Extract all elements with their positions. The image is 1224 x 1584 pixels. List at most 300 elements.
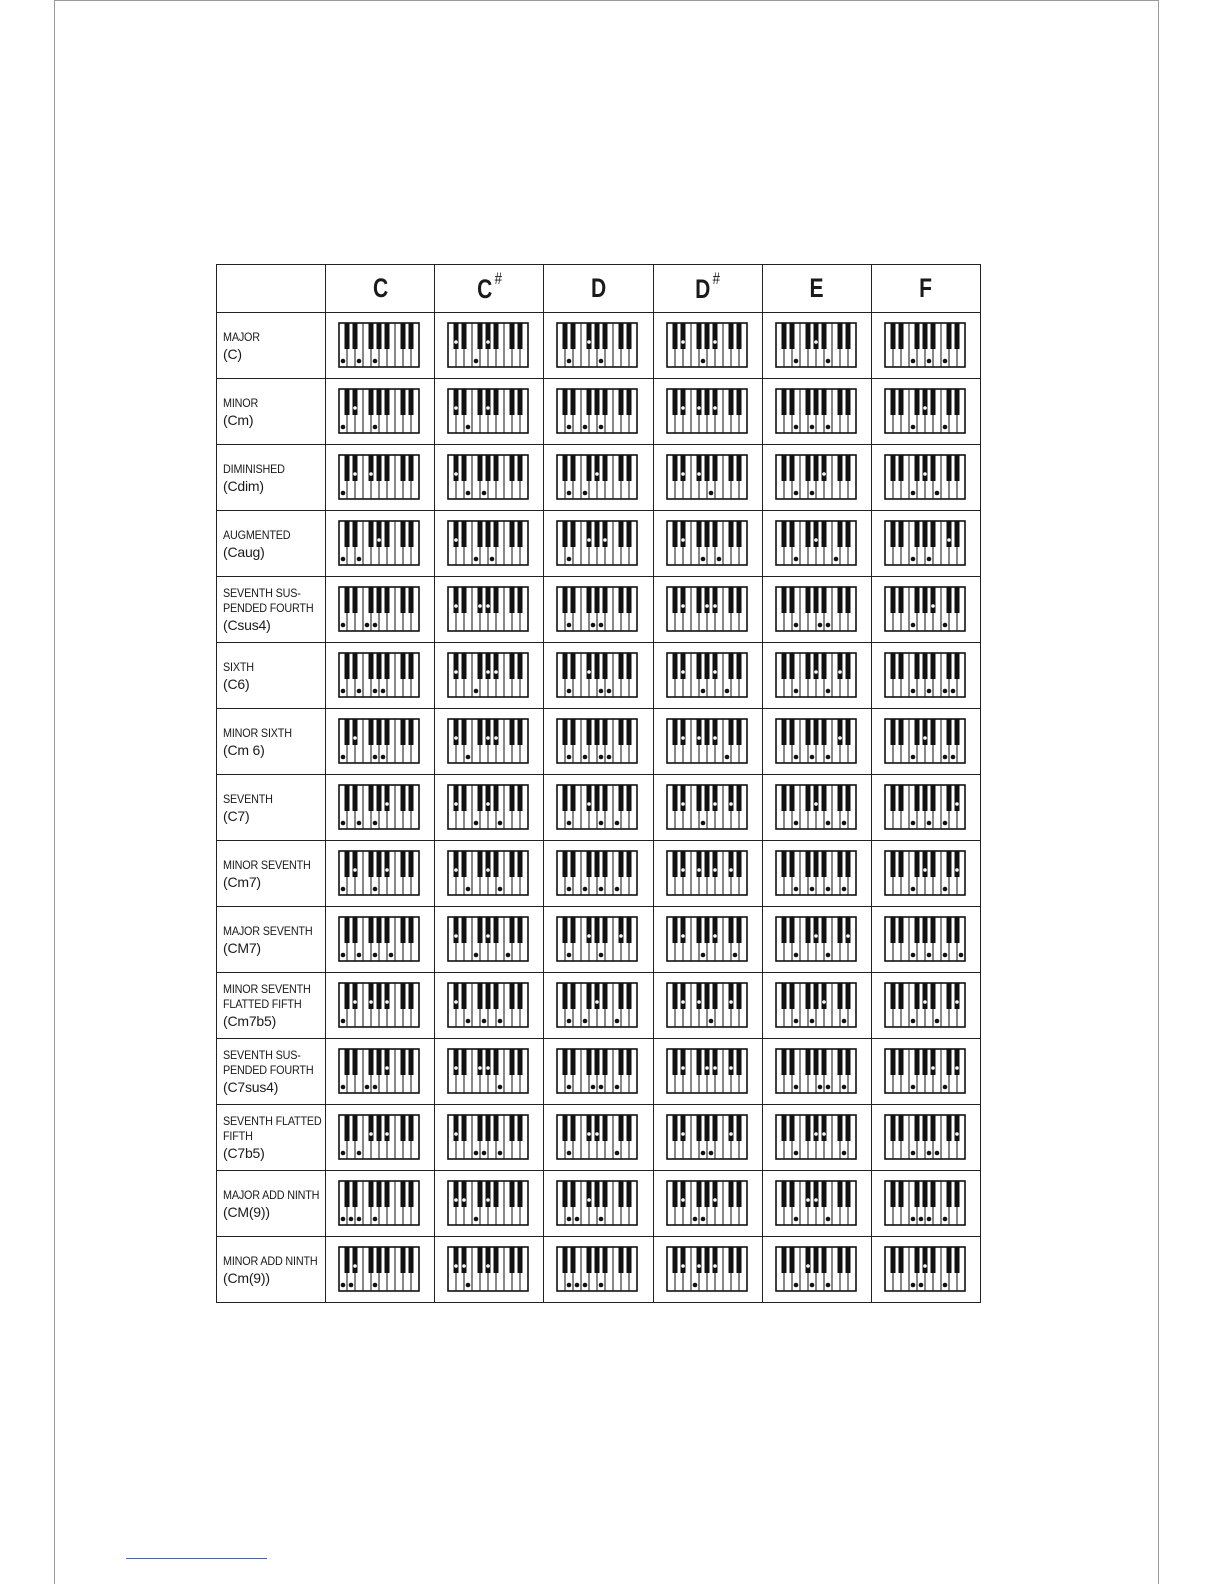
white-key-dot: [474, 358, 479, 363]
black-key-dot: [814, 934, 818, 938]
black-key: [821, 1115, 826, 1141]
chord-diagram-cell: [326, 1171, 435, 1237]
black-key: [401, 389, 406, 415]
black-key: [369, 917, 374, 943]
black-key: [696, 719, 701, 745]
black-key: [813, 917, 818, 943]
black-key: [821, 323, 826, 349]
white-key-dot: [599, 754, 604, 759]
black-key: [345, 1049, 350, 1075]
black-key: [494, 719, 499, 745]
black-key: [728, 455, 733, 481]
black-key: [845, 851, 850, 877]
black-key: [672, 521, 677, 547]
black-key-dot: [385, 868, 389, 872]
key-accidental: #: [494, 268, 502, 288]
white-key-dot: [341, 688, 346, 693]
black-key: [922, 1247, 927, 1273]
black-key: [805, 1049, 810, 1075]
chord-diagram-cell: [653, 973, 762, 1039]
black-key: [821, 785, 826, 811]
black-key-dot: [487, 934, 491, 938]
white-key-dot: [466, 424, 471, 429]
black-key: [954, 455, 959, 481]
white-key-dot: [825, 1084, 830, 1089]
chord-row: [217, 445, 981, 511]
black-key-dot: [846, 934, 850, 938]
black-key: [954, 521, 959, 547]
black-key: [837, 983, 842, 1009]
keyboard-diagram: [775, 850, 859, 898]
black-key: [922, 1049, 927, 1075]
black-key: [619, 1247, 624, 1273]
white-key-dot: [935, 1150, 940, 1155]
black-key: [486, 455, 491, 481]
black-key: [409, 521, 414, 547]
black-key: [813, 587, 818, 613]
white-key-dot: [583, 886, 588, 891]
black-key: [486, 917, 491, 943]
black-key: [696, 851, 701, 877]
keyboard-diagram: [666, 652, 750, 700]
black-key: [369, 521, 374, 547]
black-key: [930, 389, 935, 415]
black-key: [494, 587, 499, 613]
white-key-dot: [700, 688, 705, 693]
black-key: [805, 1115, 810, 1141]
black-key-dot: [822, 1000, 826, 1004]
keyboard-diagram: [666, 916, 750, 964]
black-key: [781, 851, 786, 877]
chord-diagram-cell: [326, 973, 435, 1039]
black-key: [672, 1049, 677, 1075]
black-key: [781, 1247, 786, 1273]
keyboard-diagram: [775, 784, 859, 832]
chord-type-label: [217, 643, 326, 709]
chord-diagram-cell: [435, 709, 544, 775]
keyboard-diagram: [775, 1114, 859, 1162]
black-key: [454, 521, 459, 547]
black-key: [595, 1181, 600, 1207]
key-note: E: [809, 273, 824, 303]
black-key: [890, 323, 895, 349]
white-key-dot: [373, 1282, 378, 1287]
chord-diagram-cell: [653, 313, 762, 379]
black-key: [680, 1181, 685, 1207]
key-header-0: [338, 265, 423, 313]
white-key-dot: [716, 556, 721, 561]
chord-type-label: [217, 709, 326, 775]
chord-diagram-cell: [326, 907, 435, 973]
chord-symbol: (Cm): [223, 411, 254, 428]
chord-type-name: MINOR SEVENTH: [223, 982, 311, 996]
black-key: [369, 719, 374, 745]
black-key: [914, 785, 919, 811]
white-key-dot: [825, 622, 830, 627]
black-key: [821, 719, 826, 745]
black-key: [385, 521, 390, 547]
black-key-dot: [705, 604, 709, 608]
black-key-dot: [705, 1066, 709, 1070]
black-key: [914, 983, 919, 1009]
black-key: [837, 455, 842, 481]
black-key: [345, 455, 350, 481]
white-key-dot: [599, 886, 604, 891]
chord-diagram-cell: [653, 841, 762, 907]
black-key: [837, 785, 842, 811]
white-key-dot: [599, 952, 604, 957]
keyboard-diagram: [556, 784, 640, 832]
black-key: [518, 455, 523, 481]
black-key: [736, 1181, 741, 1207]
keyboard-diagram: [666, 850, 750, 898]
white-key-dot: [599, 820, 604, 825]
keyboard-diagram: [447, 520, 531, 568]
black-key: [619, 983, 624, 1009]
white-key-dot: [357, 556, 362, 561]
black-key-dot: [604, 538, 608, 542]
black-key: [672, 653, 677, 679]
black-key: [494, 521, 499, 547]
black-key: [486, 851, 491, 877]
white-key-dot: [943, 358, 948, 363]
keyboard-diagram: [884, 520, 968, 568]
chord-diagram-cell: [544, 379, 653, 445]
black-key: [845, 653, 850, 679]
chord-diagram-cell: [871, 775, 980, 841]
black-key: [454, 851, 459, 877]
black-key: [821, 851, 826, 877]
black-key: [680, 455, 685, 481]
black-key: [619, 719, 624, 745]
white-key-dot: [599, 1216, 604, 1221]
black-key: [462, 455, 467, 481]
black-key: [619, 323, 624, 349]
chord-diagram-cell: [435, 775, 544, 841]
black-key: [704, 851, 709, 877]
black-key: [946, 1049, 951, 1075]
black-key: [563, 1115, 568, 1141]
black-key: [627, 1049, 632, 1075]
black-key: [462, 389, 467, 415]
chord-diagram-cell: [544, 709, 653, 775]
black-key: [890, 1115, 895, 1141]
chord-type-label: [217, 1237, 326, 1303]
black-key: [789, 1115, 794, 1141]
black-key: [890, 455, 895, 481]
black-key: [680, 653, 685, 679]
chord-diagram-cell: [544, 1171, 653, 1237]
white-key-dot: [466, 886, 471, 891]
white-key-dot: [943, 886, 948, 891]
black-key: [712, 917, 717, 943]
chord-type-label: [217, 1171, 326, 1237]
black-key: [518, 323, 523, 349]
black-key: [510, 521, 515, 547]
black-key: [696, 1247, 701, 1273]
black-key-dot: [588, 1198, 592, 1202]
black-key: [946, 1181, 951, 1207]
black-key-dot: [931, 1066, 935, 1070]
black-key: [789, 521, 794, 547]
black-key: [595, 917, 600, 943]
black-key: [922, 1115, 927, 1141]
black-key: [930, 983, 935, 1009]
black-key: [821, 389, 826, 415]
black-key: [603, 917, 608, 943]
page-edge-left: [54, 0, 55, 1584]
keyboard-diagram: [447, 1246, 531, 1294]
white-key-dot: [615, 820, 620, 825]
keyboard-diagram: [338, 322, 422, 370]
black-key: [696, 983, 701, 1009]
white-key-dot: [825, 358, 830, 363]
black-key: [595, 983, 600, 1009]
black-key: [518, 851, 523, 877]
black-key: [789, 1247, 794, 1273]
white-key-dot: [607, 754, 612, 759]
black-key: [518, 1181, 523, 1207]
chord-diagram-cell: [762, 841, 871, 907]
black-key: [696, 389, 701, 415]
white-key-dot: [583, 424, 588, 429]
page-edge-right: [1158, 0, 1159, 1584]
keyboard-diagram: [556, 982, 640, 1030]
white-key-dot: [341, 886, 346, 891]
black-key: [805, 983, 810, 1009]
white-key-dot: [943, 1084, 948, 1089]
white-key-dot: [825, 1282, 830, 1287]
chord-symbol: (Csus4): [223, 617, 271, 633]
keyboard-diagram: [556, 586, 640, 634]
black-key: [486, 1115, 491, 1141]
chord-type-name: AUGMENTED: [223, 527, 291, 542]
black-key: [518, 719, 523, 745]
black-key-dot: [369, 1132, 373, 1136]
keyboard-diagram: [666, 1246, 750, 1294]
chord-diagram-cell: [435, 841, 544, 907]
keyboard-diagram: [884, 982, 968, 1030]
white-key-dot: [506, 952, 511, 957]
black-key: [930, 917, 935, 943]
black-key: [898, 1049, 903, 1075]
keyboard-diagram: [447, 586, 531, 634]
black-key-dot: [455, 472, 459, 476]
black-key: [813, 983, 818, 1009]
black-key: [587, 1115, 592, 1141]
keyboard-diagram: [338, 520, 422, 568]
white-key-dot: [927, 556, 932, 561]
black-key: [563, 653, 568, 679]
black-key: [486, 1247, 491, 1273]
white-key-dot: [708, 1150, 713, 1155]
black-key: [898, 587, 903, 613]
black-key-dot: [455, 604, 459, 608]
chord-type-label: [217, 907, 326, 973]
black-key-dot: [495, 736, 499, 740]
black-key: [954, 851, 959, 877]
black-key: [954, 653, 959, 679]
black-key-dot: [806, 1264, 810, 1268]
white-key-dot: [474, 556, 479, 561]
black-key: [377, 1181, 382, 1207]
black-key: [704, 917, 709, 943]
black-key: [930, 785, 935, 811]
white-key-dot: [700, 358, 705, 363]
black-key-dot: [681, 1132, 685, 1136]
black-key: [510, 653, 515, 679]
black-key-dot: [385, 1066, 389, 1070]
black-key: [898, 455, 903, 481]
black-key: [377, 851, 382, 877]
black-key: [619, 587, 624, 613]
black-key: [627, 521, 632, 547]
white-key-dot: [724, 754, 729, 759]
black-key: [898, 1247, 903, 1273]
black-key: [518, 983, 523, 1009]
white-key-dot: [607, 688, 612, 693]
white-key-dot: [793, 754, 798, 759]
white-key-dot: [927, 952, 932, 957]
black-key: [781, 455, 786, 481]
black-key: [704, 521, 709, 547]
black-key: [821, 653, 826, 679]
black-key: [805, 521, 810, 547]
black-key: [401, 1181, 406, 1207]
white-key-dot: [373, 952, 378, 957]
chord-type-label: [217, 841, 326, 907]
black-key-dot: [838, 736, 842, 740]
black-key: [781, 1181, 786, 1207]
black-key: [385, 1049, 390, 1075]
black-key: [409, 587, 414, 613]
black-key: [805, 653, 810, 679]
black-key: [619, 851, 624, 877]
black-key: [680, 851, 685, 877]
black-key-dot: [923, 736, 927, 740]
black-key: [377, 455, 382, 481]
white-key-dot: [389, 952, 394, 957]
black-key: [454, 653, 459, 679]
black-key: [805, 851, 810, 877]
chord-diagram-cell: [762, 1039, 871, 1105]
black-key-dot: [353, 406, 357, 410]
black-key-dot: [923, 1264, 927, 1268]
chord-diagram-cell: [653, 1039, 762, 1105]
black-key: [563, 521, 568, 547]
white-key-dot: [373, 820, 378, 825]
black-key: [781, 785, 786, 811]
black-key: [595, 1115, 600, 1141]
black-key: [563, 1181, 568, 1207]
chord-type-name: SEVENTH SUS-: [223, 586, 301, 600]
black-key: [486, 983, 491, 1009]
black-key: [922, 455, 927, 481]
black-key-dot: [455, 802, 459, 806]
black-key-dot: [487, 1264, 491, 1268]
chord-diagram-cell: [762, 973, 871, 1039]
black-key-dot: [455, 1000, 459, 1004]
black-key-dot: [923, 406, 927, 410]
black-key: [377, 785, 382, 811]
black-key: [805, 1181, 810, 1207]
black-key: [603, 1049, 608, 1075]
chord-type-name: DIMINISHED: [223, 461, 285, 476]
black-key: [595, 455, 600, 481]
black-key: [353, 323, 358, 349]
black-key: [712, 587, 717, 613]
white-key-dot: [793, 490, 798, 495]
black-key: [385, 389, 390, 415]
black-key: [898, 521, 903, 547]
white-key-dot: [841, 1084, 846, 1089]
black-key: [954, 917, 959, 943]
keyboard-diagram: [884, 916, 968, 964]
white-key-dot: [341, 556, 346, 561]
white-key-dot: [341, 490, 346, 495]
keyboard-diagram: [338, 652, 422, 700]
white-key-dot: [825, 820, 830, 825]
black-key: [728, 917, 733, 943]
black-key-dot: [681, 406, 685, 410]
keyboard-diagram: [338, 454, 422, 502]
white-key-dot: [567, 886, 572, 891]
chord-symbol: (Cm 6): [223, 741, 265, 758]
keyboard-diagram: [447, 982, 531, 1030]
white-key-dot: [793, 820, 798, 825]
black-key: [627, 323, 632, 349]
black-key: [494, 389, 499, 415]
black-key: [563, 1247, 568, 1273]
black-key: [712, 785, 717, 811]
white-key-dot: [911, 820, 916, 825]
black-key: [518, 653, 523, 679]
black-key: [369, 455, 374, 481]
black-key: [954, 389, 959, 415]
black-key: [680, 1049, 685, 1075]
white-key-dot: [911, 622, 916, 627]
keyboard-diagram: [775, 1180, 859, 1228]
black-key: [462, 653, 467, 679]
black-key: [619, 1181, 624, 1207]
black-key: [845, 1181, 850, 1207]
black-key-dot: [463, 1264, 467, 1268]
black-key: [462, 521, 467, 547]
black-key-dot: [697, 736, 701, 740]
white-key-dot: [341, 358, 346, 363]
black-key: [369, 1247, 374, 1273]
black-key: [845, 1049, 850, 1075]
white-key-dot: [567, 556, 572, 561]
chord-diagram-cell: [762, 1171, 871, 1237]
white-key-dot: [927, 358, 932, 363]
black-key: [587, 1049, 592, 1075]
black-key: [571, 1181, 576, 1207]
black-key: [385, 323, 390, 349]
white-key-dot: [591, 622, 596, 627]
white-key-dot: [373, 754, 378, 759]
black-key: [494, 323, 499, 349]
black-key-dot: [681, 472, 685, 476]
black-key: [401, 719, 406, 745]
black-key: [409, 1115, 414, 1141]
black-key: [587, 983, 592, 1009]
white-key-dot: [474, 1150, 479, 1155]
black-key: [813, 653, 818, 679]
black-key: [781, 1049, 786, 1075]
black-key: [728, 1115, 733, 1141]
black-key: [821, 983, 826, 1009]
